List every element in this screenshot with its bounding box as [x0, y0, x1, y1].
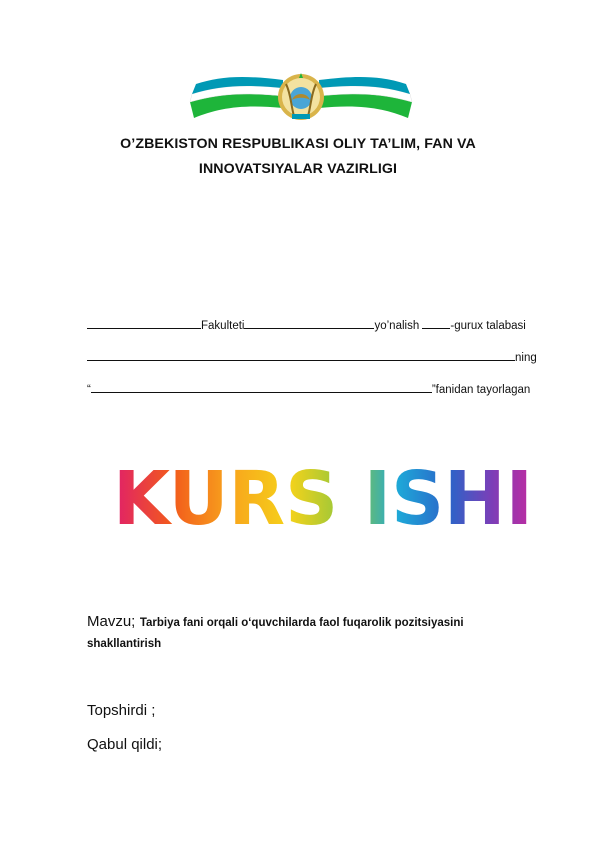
- direction-blank[interactable]: [244, 318, 374, 329]
- topic-text: Tarbiya fani orqali o‘quvchilarda faol fuqarolik pozitsiyasini shakllantirish: [87, 617, 464, 650]
- kurs-ishi-title: [110, 458, 536, 534]
- topic-label: Mavzu;: [87, 613, 136, 630]
- ministry-line-1: O’ZBEKISTON RESPUBLIKASI OLIY TA’LIM, FAN VA: [120, 136, 476, 152]
- submitted-by: Topshirdi ;: [87, 702, 156, 719]
- subject-line: [87, 382, 530, 397]
- subject-blank[interactable]: [91, 382, 432, 393]
- group-label: -gurux talabasi: [450, 320, 526, 332]
- accepted-by: Qabul qildi;: [87, 736, 163, 753]
- ministry-line-2: INNOVATSIYALAR VAZIRLIGI: [198, 161, 398, 177]
- subject-suffix: ”fanidan tayorlagan: [431, 384, 531, 396]
- ministry-heading: [0, 132, 596, 182]
- group-blank[interactable]: [422, 318, 450, 329]
- state-emblem-icon: [188, 72, 414, 122]
- direction-label: yo’nalish: [374, 320, 420, 332]
- quote-open: “: [87, 384, 91, 396]
- student-name-line: [87, 350, 537, 365]
- faculty-label: Fakulteti: [201, 320, 245, 332]
- name-suffix: ning: [515, 352, 537, 364]
- faculty-line: [87, 318, 526, 333]
- faculty-blank[interactable]: [87, 318, 201, 329]
- student-name-blank[interactable]: [87, 350, 515, 361]
- title-text: KURS ISHI: [113, 458, 533, 534]
- topic-block: [87, 612, 527, 654]
